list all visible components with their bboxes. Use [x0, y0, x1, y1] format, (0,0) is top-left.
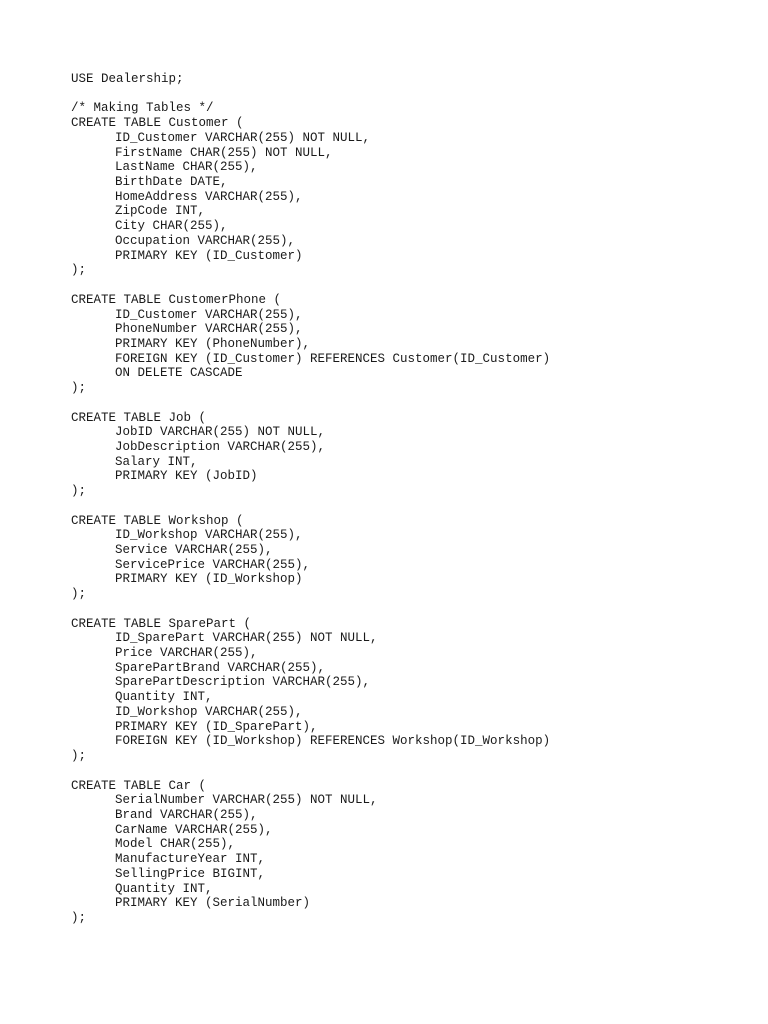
code-line: BirthDate DATE, [115, 175, 228, 190]
code-line: PRIMARY KEY (ID_Customer) [115, 248, 303, 263]
blank-line [71, 764, 550, 779]
code-line: PRIMARY KEY (PhoneNumber), [115, 336, 311, 351]
code-line: FOREIGN KEY (ID_Workshop) REFERENCES Workshop(ID_Workshop) [115, 734, 551, 749]
code-line: ID_Customer VARCHAR(255), [115, 307, 303, 322]
code-line: Model CHAR(255), [115, 837, 236, 852]
code-line: CREATE TABLE Workshop ( [71, 513, 244, 528]
blank-line [71, 602, 550, 617]
code-line: Salary INT, [115, 454, 198, 469]
code-line: FOREIGN KEY (ID_Customer) REFERENCES Customer(ID_Customer) [115, 351, 551, 366]
code-line: Service VARCHAR(255), [115, 543, 273, 557]
code-line: Quantity INT, [115, 690, 213, 705]
code-line: City CHAR(255), [115, 219, 228, 234]
code-line: Brand VARCHAR(255), [115, 807, 258, 822]
code-line: ID_Workshop VARCHAR(255), [115, 528, 303, 543]
blank-line [71, 499, 550, 514]
code-line: ); [71, 587, 87, 602]
code-line: PRIMARY KEY (SerialNumber) [115, 896, 311, 911]
code-line: /* Making Tables */ [71, 101, 214, 116]
code-line: CREATE TABLE CustomerPhone ( [71, 292, 282, 307]
code-line: HomeAddress VARCHAR(255), [115, 189, 303, 204]
code-line: ID_Customer VARCHAR(255) NOT NULL, [115, 130, 371, 145]
code-line: FirstName CHAR(255) NOT NULL, [115, 145, 333, 160]
code-line: ); [71, 381, 87, 396]
code-line: JobDescription VARCHAR(255), [115, 439, 326, 454]
code-line: PhoneNumber VARCHAR(255), [115, 322, 303, 337]
code-line: ); [71, 910, 87, 925]
code-line: ); [71, 484, 87, 499]
code-line: PRIMARY KEY (ID_Workshop) [115, 572, 303, 587]
blank-line [71, 278, 550, 293]
code-line: Quantity INT, [115, 881, 213, 896]
code-line: SparePartBrand VARCHAR(255), [115, 660, 326, 675]
code-line: ); [71, 263, 87, 278]
code-line: SellingPrice BIGINT, [115, 866, 266, 881]
code-line: Price VARCHAR(255), [115, 646, 258, 661]
code-line: PRIMARY KEY (ID_SparePart), [115, 719, 318, 734]
code-line: Occupation VARCHAR(255), [115, 233, 296, 248]
code-line: ManufactureYear INT, [115, 852, 266, 867]
code-line: JobID VARCHAR(255) NOT NULL, [115, 425, 326, 440]
code-line: PRIMARY KEY (JobID) [115, 469, 258, 484]
code-line: ZipCode INT, [115, 204, 206, 219]
code-line: ID_SparePart VARCHAR(255) NOT NULL, [115, 631, 378, 646]
sql-code-block [71, 72, 550, 926]
code-line: LastName CHAR(255), [115, 160, 258, 175]
code-line: ServicePrice VARCHAR(255), [115, 557, 311, 572]
code-line: CREATE TABLE Customer ( [71, 116, 244, 131]
code-line: ); [71, 749, 87, 764]
code-line: USE Dealership; [71, 72, 184, 86]
code-line: ID_Workshop VARCHAR(255), [115, 704, 303, 719]
code-line: SerialNumber VARCHAR(255) NOT NULL, [115, 793, 378, 808]
blank-line [71, 396, 550, 411]
blank-line [71, 87, 550, 102]
code-line: CREATE TABLE Job ( [71, 410, 207, 425]
code-line: ON DELETE CASCADE [115, 366, 243, 381]
code-line: CREATE TABLE SparePart ( [71, 616, 252, 631]
code-line: CREATE TABLE Car ( [71, 778, 207, 793]
code-line: CarName VARCHAR(255), [115, 822, 273, 837]
code-line: SparePartDescription VARCHAR(255), [115, 675, 371, 690]
